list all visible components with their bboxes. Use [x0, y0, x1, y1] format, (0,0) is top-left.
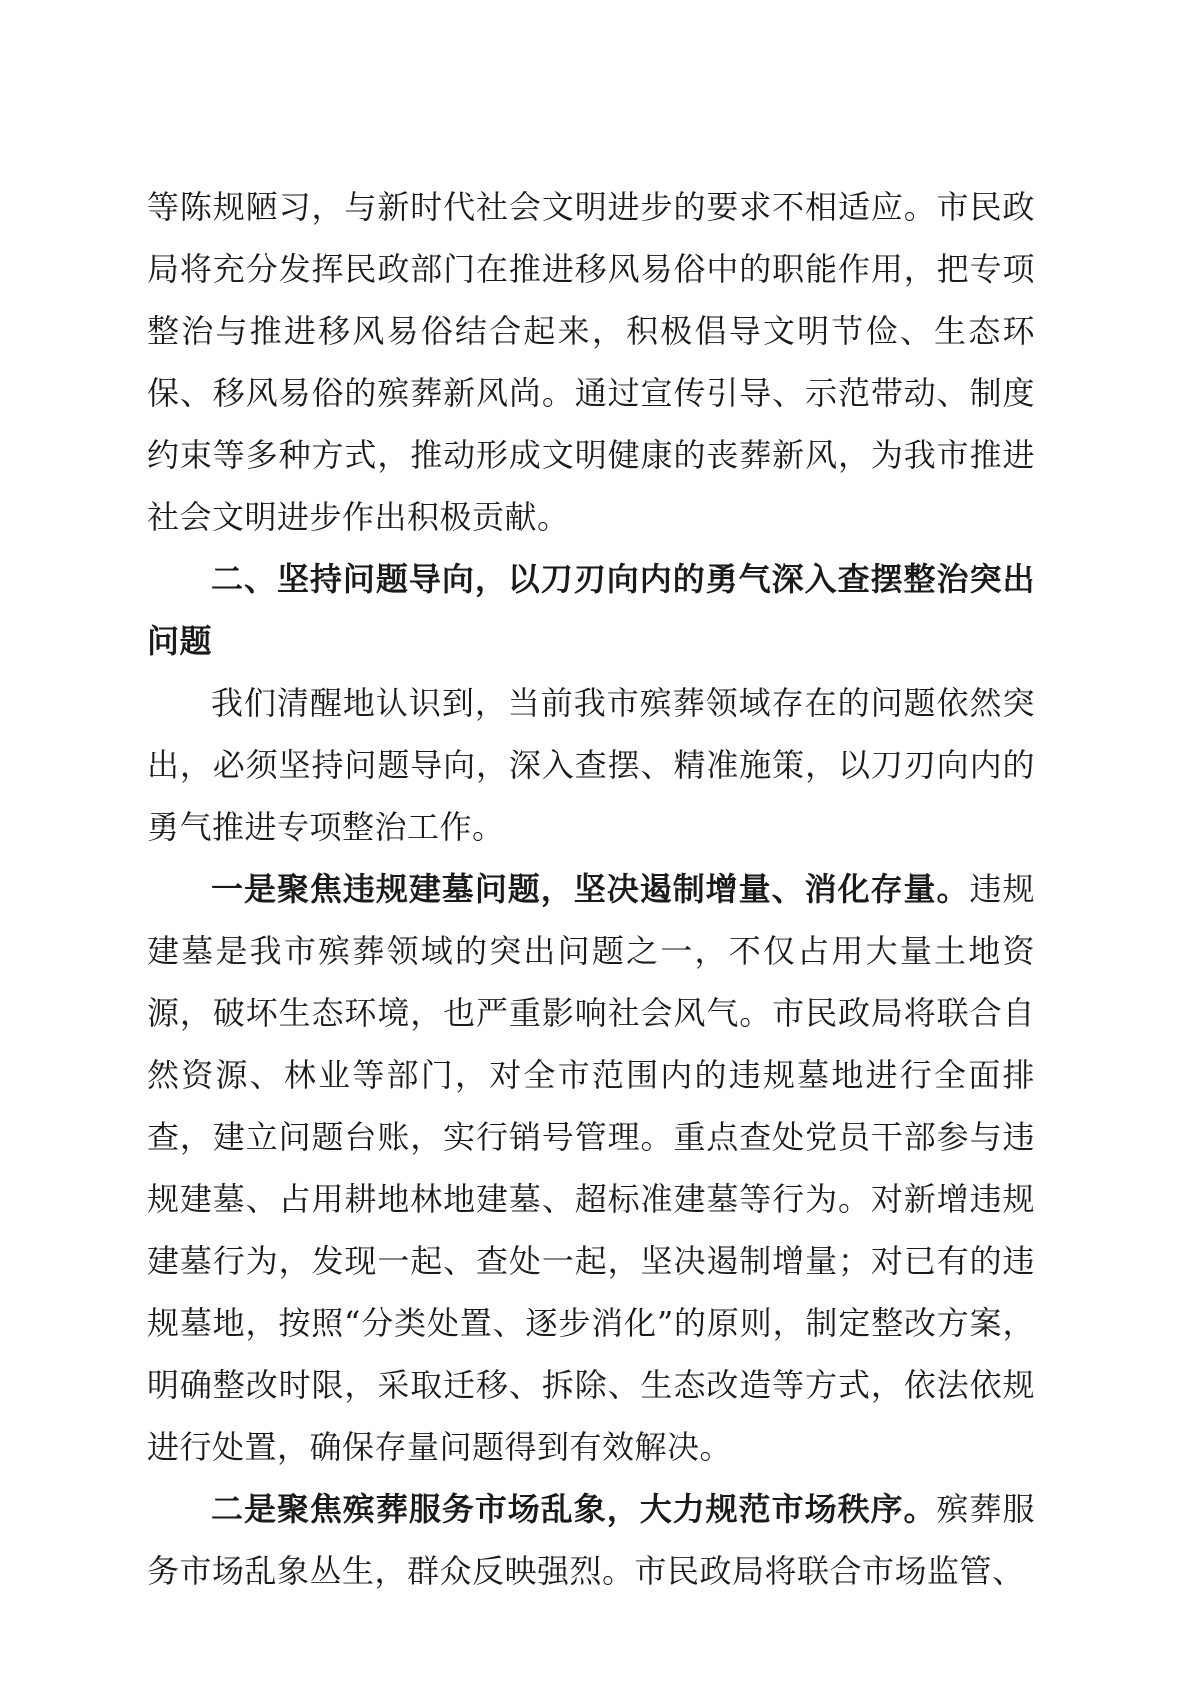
paragraph-text: 违规建墓是我市殡葬领域的突出问题之一，不仅占用大量土地资源，破坏生态环境，也严重影响社会风气。市民政局将联合自然资源、林业等部门，对全市范围内的违规墓地进行全面排查，建立问题台账，实行销号管理。重点查处党员干部参与违规建墓、占用耕地林地建墓、超标准建墓等行为。对新增违规建墓行为，发现一起、查处一起，坚决遏制增量；对已有的违规墓地，按照“分类处置、逐步消化”的原则，制定整改方案，明确整改时限，采取迁移、拆除、生态改造等方式，依法依规进行处置，确保存量问题得到有效解决。 — [147, 870, 1035, 1466]
section-heading — [147, 548, 1035, 672]
paragraph-lead-sentence: 一是聚焦违规建墓问题，坚决遏制增量、消化存量。 — [211, 870, 970, 908]
paragraph-point-one — [147, 858, 1035, 1478]
paragraph-intro — [147, 176, 1035, 548]
paragraph-point-two — [147, 1478, 1035, 1602]
paragraph-lead-sentence: 二是聚焦殡葬服务市场乱象，大力规范市场秩序。 — [211, 1490, 937, 1528]
paragraph-text: 我们清醒地认识到，当前我市殡葬领域存在的问题依然突出，必须坚持问题导向，深入查摆、精准施策，以刀刃向内的勇气推进专项整治工作。 — [147, 684, 1035, 846]
document-body — [147, 176, 1035, 1602]
paragraph-text: 等陈规陋习，与新时代社会文明进步的要求不相适应。市民政局将充分发挥民政部门在推进移风易俗中的职能作用，把专项整治与推进移风易俗结合起来，积极倡导文明节俭、生态环保、移风易俗的殡葬新风尚。通过宣传引导、示范带动、制度约束等多种方式，推动形成文明健康的丧葬新风，为我市推进社会文明进步作出积极贡献。 — [147, 188, 1035, 536]
paragraph-overview — [147, 672, 1035, 858]
section-heading-text: 二、坚持问题导向，以刀刃向内的勇气深入查摆整治突出问题 — [147, 560, 1035, 660]
paragraph-text: 殡葬服务市场乱象丛生，群众反映强烈。市民政局将联合市场监管、 — [147, 1490, 1035, 1590]
